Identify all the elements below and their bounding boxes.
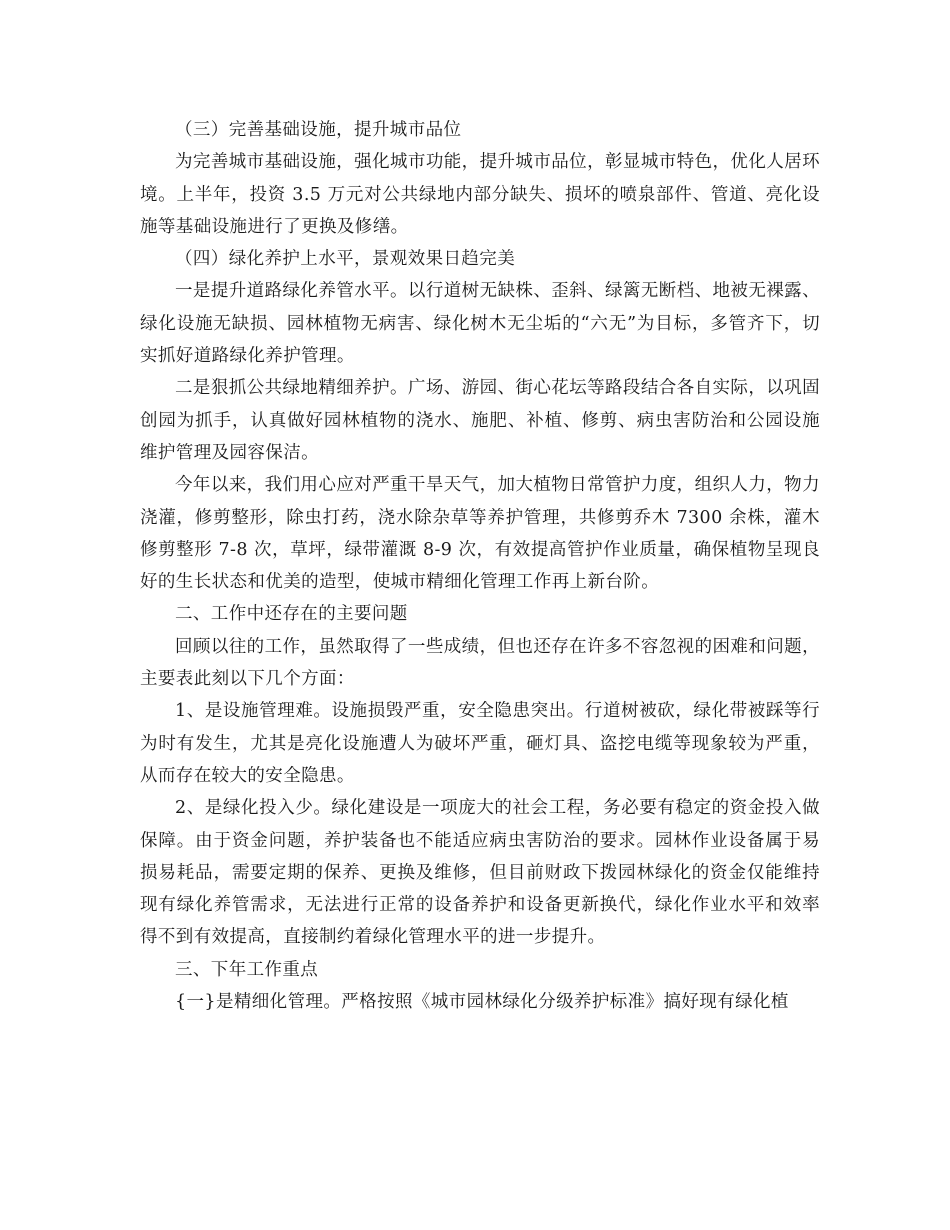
section-heading-infrastructure: （三）完善基础设施，提升城市品位 [175,120,462,140]
document-body [140,114,820,1018]
paragraph-road-greening: 一是提升道路绿化养管水平。以行道树无缺株、歪斜、绿篱无断档、地被无裸露、绿化设施无缺损、园林植物无病害、绿化树木无尘垢的“六无”为目标，多管齐下，切实抓好道路绿化养护管理。 [140,281,820,367]
paragraph-public-green-space: 二是狠抓公共绿地精细养护。广场、游园、街心花坛等路段结合各自实际，以巩固创园为抓手，认真做好园林植物的浇水、施肥、补植、修剪、病虫害防治和公园设施维护管理及园容保洁。 [140,378,820,463]
paragraph-greening-investment: 2、是绿化投入少。绿化建设是一项庞大的社会工程，务必要有稳定的资金投入做保障。由于资金问题，养护装备也不能适应病虫害防治的要求。园林作业设备属于易损易耗品，需要定期的保养、更换及维修，但目前财政下拨园林绿化的资金仅能维持现有绿化养管需求，无法进行正常的设备养护和设备更新换代，绿化作业水平和效率得不到有效提高，直接制约着绿化管理水平的进一步提升。 [140,798,820,948]
paragraph-refined-management: {一}是精细化管理。严格按照《城市园林绿化分级养护标准》搞好现有绿化植 [175,992,789,1013]
paragraph-facility-management: 1、是设施管理难。设施损毁严重，安全隐患突出。行道树被砍，绿化带被踩等行为时有发生，尤其是亮化设施遭人为破坏严重，砸灯具、盗挖电缆等现象较为严重，从而存在较大的安全隐患。 [140,701,820,786]
section-heading-next-year: 三、下年工作重点 [175,959,319,980]
section-heading-greening-maintenance: （四）绿化养护上水平，景观效果日趋完美 [175,249,516,270]
paragraph-problems-intro: 回顾以往的工作，虽然取得了一些成绩，但也还存在许多不容忽视的困难和问题，主要表此刻以下几个方面： [140,636,820,690]
section-heading-problems: 二、工作中还存在的主要问题 [175,604,408,625]
paragraph-drought-response: 今年以来，我们用心应对严重干旱天气，加大植物日常管护力度，组织人力，物力浇灌，修剪整形，除虫打药，浇水除杂草等养护管理，共修剪乔木 7300 余株，灌木修剪整形 7-8 次，草坪，绿带灌溉 8-9 次，有效提高管护作业质量，确保植物呈现良好的生长状态和优美的造型，使城市精细化管理工作再上新台阶。 [140,475,820,593]
paragraph-infrastructure: 为完善城市基础设施，强化城市功能，提升城市品位，彰显城市特色，优化人居环境。上半年，投资 3.5 万元对公共绿地内部分缺失、损坏的喷泉部件、管道、亮化设施等基础设施进行了更换及修缮。 [140,152,820,237]
